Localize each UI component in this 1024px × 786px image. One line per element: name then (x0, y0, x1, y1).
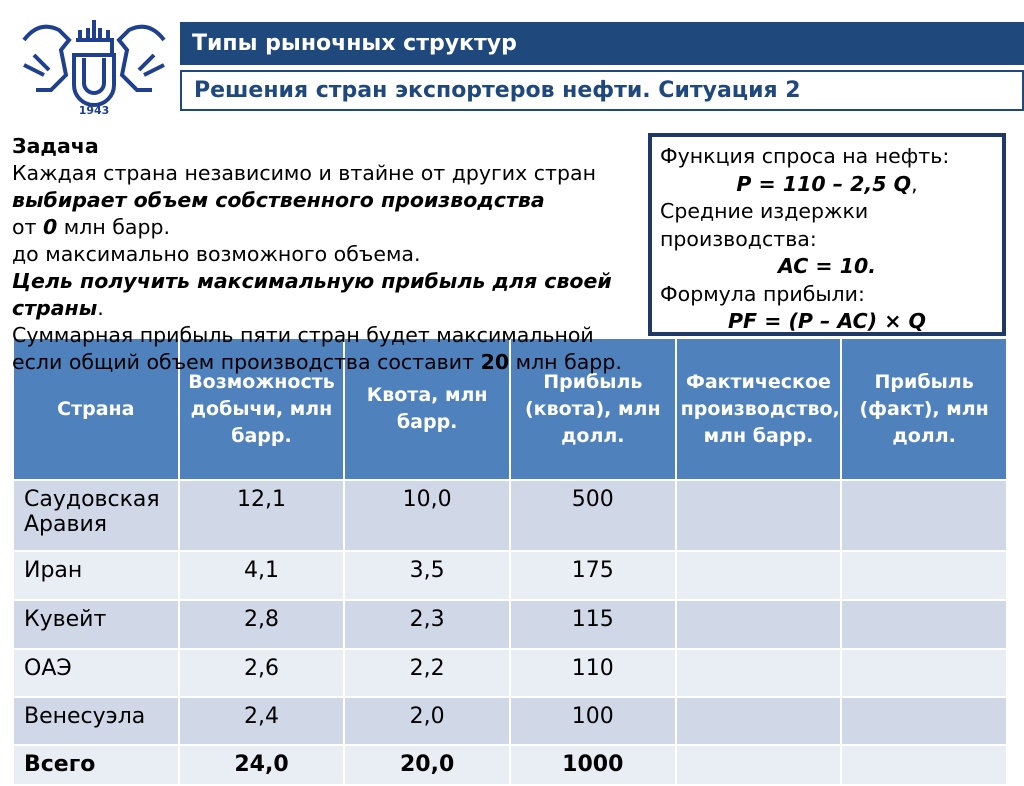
table-cell: 500 (510, 480, 676, 551)
cost-formula: AC = 10. (777, 254, 877, 278)
column-header: Возможность добычи, млн барр. (179, 338, 345, 480)
formula-box (648, 133, 1006, 336)
table-row (13, 600, 1007, 649)
table-cell: 24,0 (179, 745, 345, 785)
table-row (13, 697, 1007, 745)
table-row (13, 551, 1007, 600)
table-cell: 2,6 (179, 649, 345, 697)
demand-formula: P = 110 – 2,5 Q, (736, 171, 918, 196)
table-cell: 4,1 (179, 551, 345, 600)
table-cell: Кувейт (13, 600, 179, 649)
task-line: млн барр. (57, 215, 171, 239)
task-line: . (97, 296, 104, 320)
task-value: 0 (43, 215, 58, 239)
table-cell: ОАЭ (13, 649, 179, 697)
table-cell: 100 (510, 697, 676, 745)
countries-table (12, 337, 1008, 786)
table-cell (676, 745, 842, 785)
university-logo (14, 10, 174, 120)
profit-label: Формула прибыли: (660, 281, 865, 306)
table-cell: Саудовская Аравия (13, 480, 179, 551)
table-cell: 2,4 (179, 697, 345, 745)
table-cell: Всего (13, 745, 179, 785)
task-line: млн барр. (509, 350, 622, 374)
table-cell: 12,1 (179, 480, 345, 551)
table-cell: 2,8 (179, 600, 345, 649)
table-cell: 115 (510, 600, 676, 649)
slide-title: Типы рыночных структур (180, 22, 1024, 65)
table-cell: 1000 (510, 745, 676, 785)
table-cell (841, 480, 1007, 551)
task-line: до максимально возможного объема. (12, 242, 421, 266)
table-cell: 2,0 (344, 697, 510, 745)
table-row (13, 480, 1007, 551)
table-cell (841, 551, 1007, 600)
column-header: Страна (13, 338, 179, 480)
task-heading: Задача (12, 134, 99, 158)
demand-label: Функция спроса на нефть: (660, 144, 950, 168)
column-header: Прибыль (квота), млн долл. (510, 338, 676, 480)
table-cell (841, 697, 1007, 745)
table-cell (841, 600, 1007, 649)
column-header: Прибыль (факт), млн долл. (841, 338, 1007, 480)
table-cell (676, 480, 842, 551)
svg-text:1943: 1943 (78, 104, 110, 117)
task-line: от (12, 215, 44, 239)
task-line: Суммарная прибыль пяти стран будет максимальной (12, 323, 594, 347)
table-cell (676, 649, 842, 697)
table-cell: 2,3 (344, 600, 510, 649)
table-cell: 2,2 (344, 649, 510, 697)
task-goal: Цель получить максимальную прибыль для своей страны (12, 269, 612, 320)
task-line: Каждая страна независимо и втайне от других стран (12, 161, 596, 185)
task-line: если общий объем производства составит (12, 350, 481, 374)
table-cell: 10,0 (344, 480, 510, 551)
column-header: Фактическое производство, млн барр. (676, 338, 842, 480)
table-row (13, 649, 1007, 697)
table-cell: 3,5 (344, 551, 510, 600)
table-row (13, 745, 1007, 785)
cost-label: Средние издержки производства: (660, 199, 869, 251)
table-cell (676, 600, 842, 649)
table-cell (676, 697, 842, 745)
table-cell: Иран (13, 551, 179, 600)
table-cell (676, 551, 842, 600)
task-text (12, 133, 632, 376)
profit-formula: PF = (P – AC) × Q (728, 309, 926, 333)
table-cell: 110 (510, 649, 676, 697)
column-header: Квота, млн барр. (344, 338, 510, 480)
task-line: выбирает объем собственного производства (12, 188, 545, 212)
task-value: 20 (480, 350, 510, 374)
table-cell: 20,0 (344, 745, 510, 785)
table-cell (841, 745, 1007, 785)
table-cell: 175 (510, 551, 676, 600)
slide-subtitle: Решения стран экспортеров нефти. Ситуация 2 (180, 70, 1024, 111)
table-cell: Венесуэла (13, 697, 179, 745)
table-cell (841, 649, 1007, 697)
